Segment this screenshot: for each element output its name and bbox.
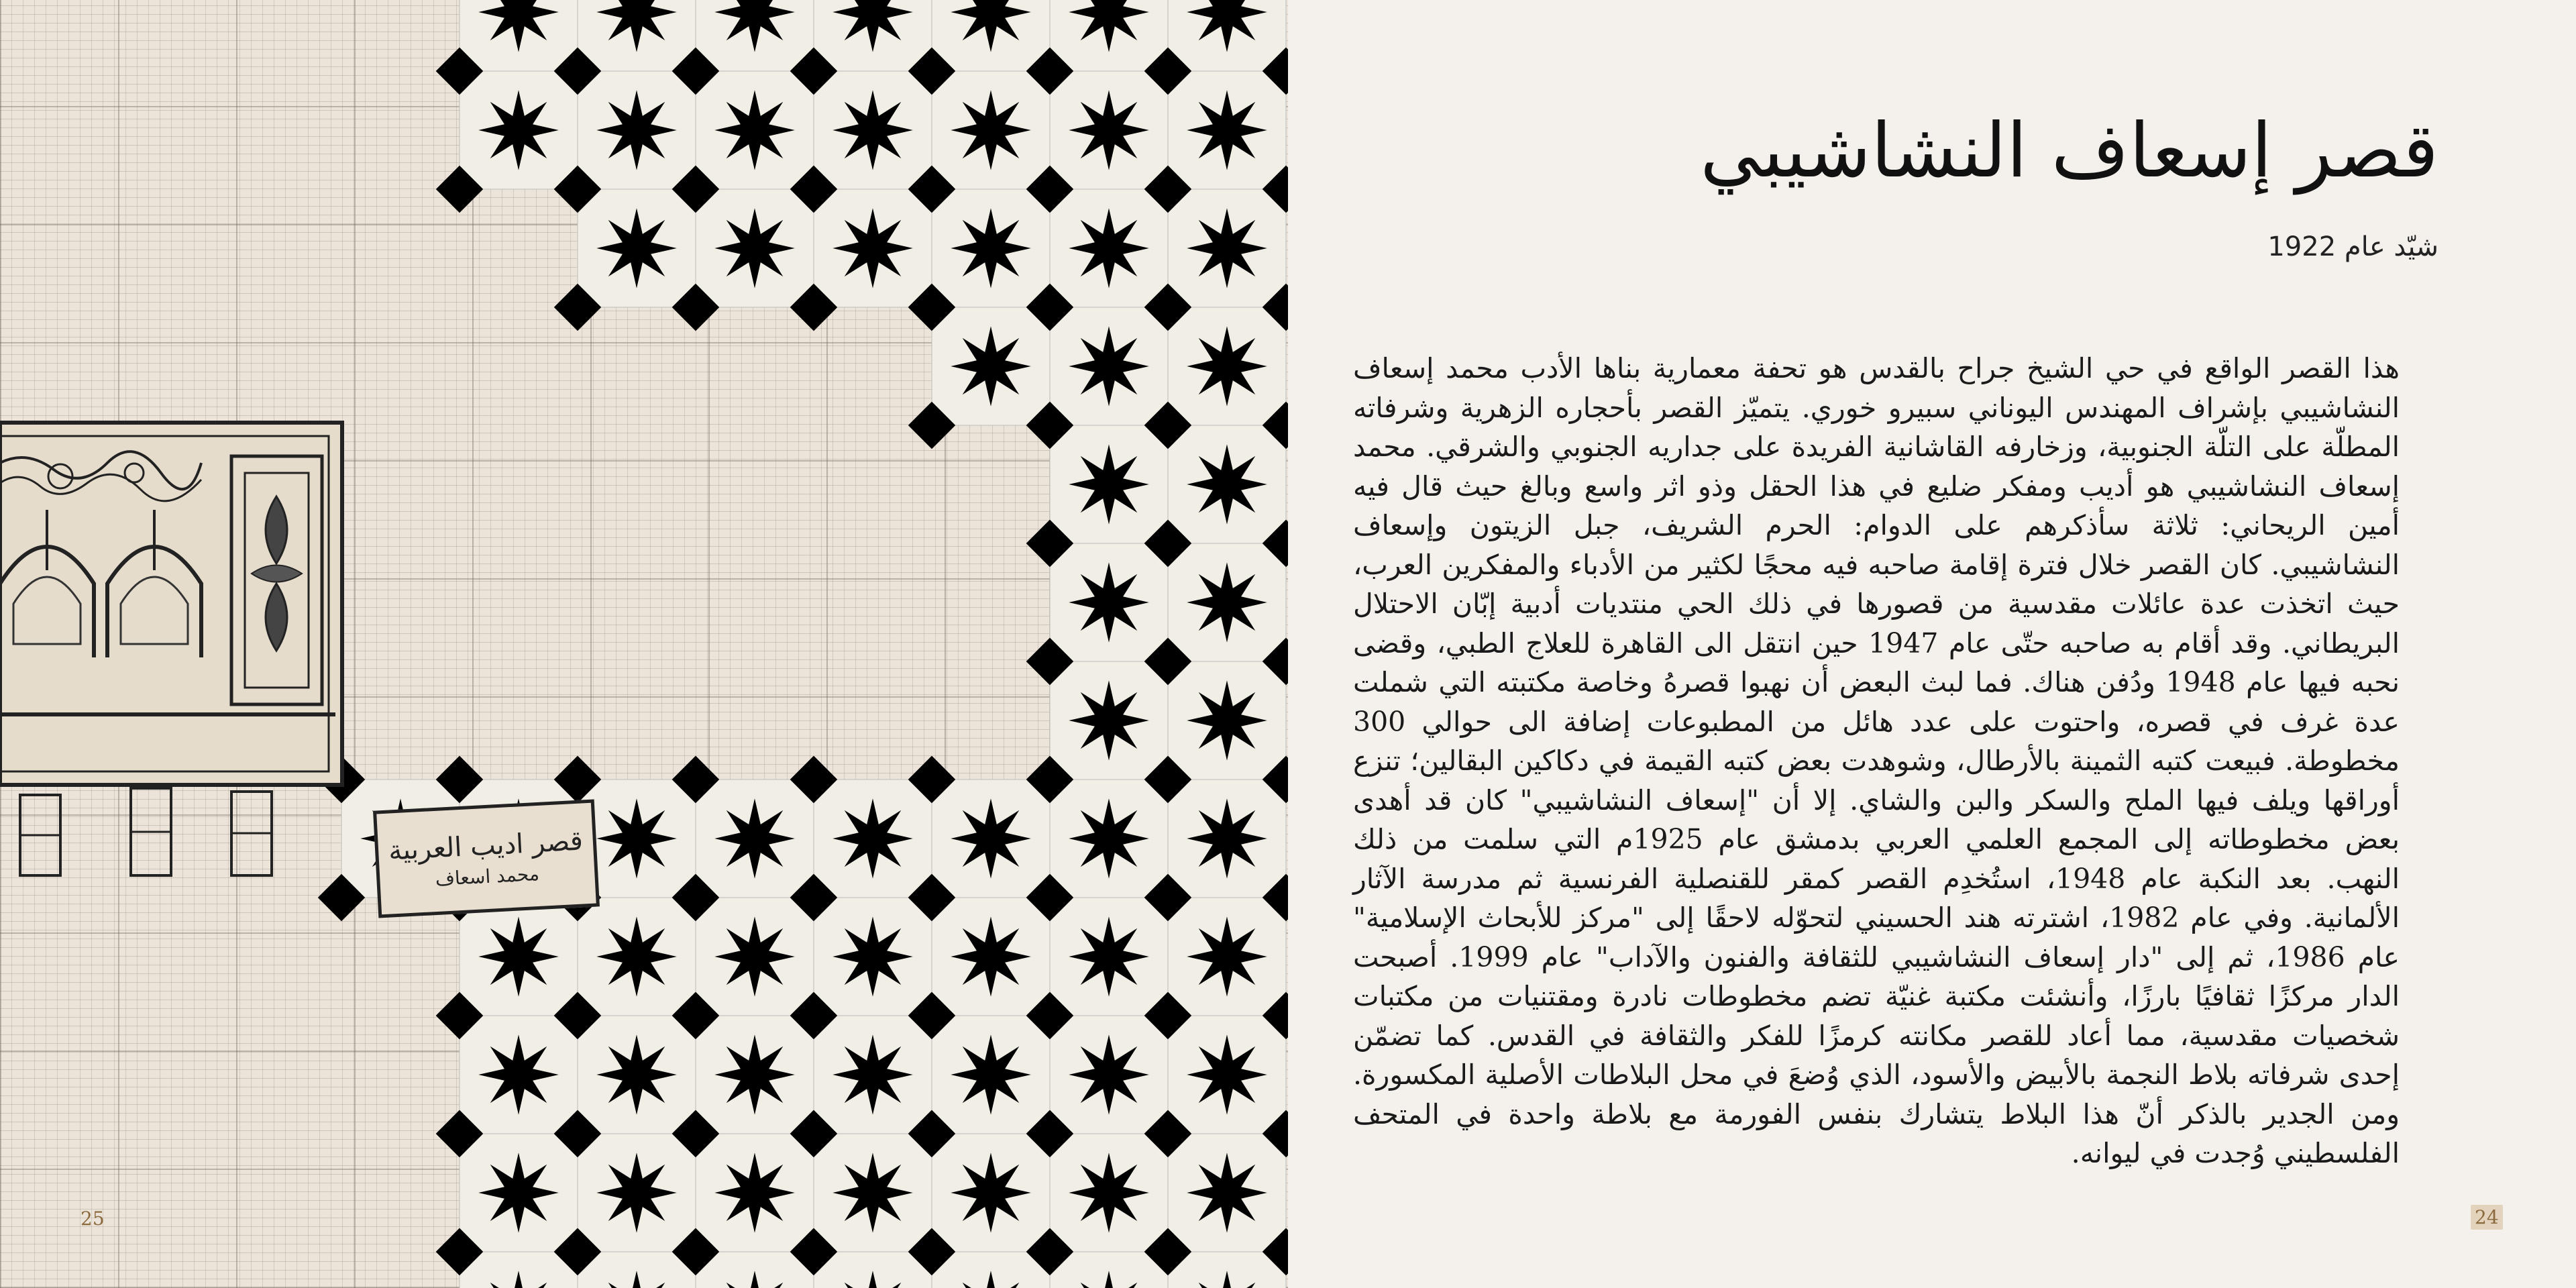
page-subtitle: شيّد عام 1922 bbox=[2267, 231, 2438, 262]
page-title: قصر إسعاف النشاشيبي bbox=[1700, 107, 2438, 195]
inscription-line-1: قصر ادیب العربیة bbox=[387, 824, 584, 867]
page-number-right: 24 bbox=[2471, 1205, 2503, 1230]
right-page bbox=[1288, 0, 2576, 1288]
page-number-left: 25 bbox=[80, 1208, 105, 1230]
inscription-line-2: محمد اسعاف bbox=[435, 862, 540, 890]
article-body: هذا القصر الواقع في حي الشيخ جراح بالقدس هو تحفة معمارية بناها الأدب محمد إسعاف النشاشيبي بإشراف المهندس اليوناني سبيرو خوري. يتميّز القصر بأحجاره الزهرية وشرفاته المطلّة على التلّة الجنوبية، وزخارفه القاشانية الفريدة على جداريه الجنوبي والشرقي. محمد إسعاف النشاشيبي هو أديب ومفكر ضليع في هذا الحقل وذو اثر واسع وبالغ حيث قال فيه أمين الريحاني: ثلاثة سأذكرهم على الدوام: الحرم الشريف، جبل الزيتون وإسعاف النشاشيبي. كان القصر خلال فترة إقامة صاحبه فيه محجًا لكثير من الأدباء والمفكرين العرب، حيث اتخذت عدة عائلات مقدسية من قصورها في ذلك الحي منتديات أدبية إبّان الاحتلال البريطاني. وقد أقام به صاحبه حتّى عام 1947 حين انتقل الى القاهرة للعلاج الطبي، وقضى نحبه فيها عام 1948 ودُفن هناك. فما لبث البعض أن نهبوا قصرهُ وخاصة مكتبته التي شملت عدة غرف في قصره، واحتوت على عدد هائل من المطبوعات إضافة الى حوالي 300 مخطوطة. فبيعت كتبه الثمينة بالأرطال، وشوهدت بعض كتبه القيمة في دكاكين البقالين؛ تنزع أوراقها ويلف فيها الملح والسكر والبن والشاي. إلا أن "إسعاف النشاشيبي" كان قد أهدى بعض مخطوطاته إلى المجمع العلمي العربي بدمشق عام 1925م التي سلمت من ذلك النهب. بعد النكبة عام 1948، استُخدِم القصر كمقر للقنصلية الفرنسية ثم مدرسة الآثار الألمانية. وفي عام 1982، اشترته هند الحسيني لتحوّله لاحقًا إلى "مركز للأبحاث الإسلامية" عام 1986، ثم إلى "دار إسعاف النشاشيبي للثقافة والفنون والآداب" عام 1999. أصبحت الدار مركزًا ثقافيًا بارزًا، وأنشئت مكتبة غنيّة تضم مخطوطات نادرة ومقتنيات من مكتبات شخصيات مقدسية، مما أعاد للقصر مكانته كرمزًا للفكر والثقافة في القدس. كما تضمّن إحدى شرفاته بلاط النجمة بالأبيض والأسود، الذي وُضعَ في محل البلاطات الأصلية المكسورة. ومن الجدير بالذكر أنّ هذا البلاط يتشارك بنفس الفورمة مع بلاطة واحدة في المتحف الفلسطيني وُجدت في ليوانه. bbox=[1353, 352, 2400, 1169]
inscription-plaque bbox=[373, 799, 600, 918]
facade-sketch-illustration bbox=[0, 409, 349, 932]
